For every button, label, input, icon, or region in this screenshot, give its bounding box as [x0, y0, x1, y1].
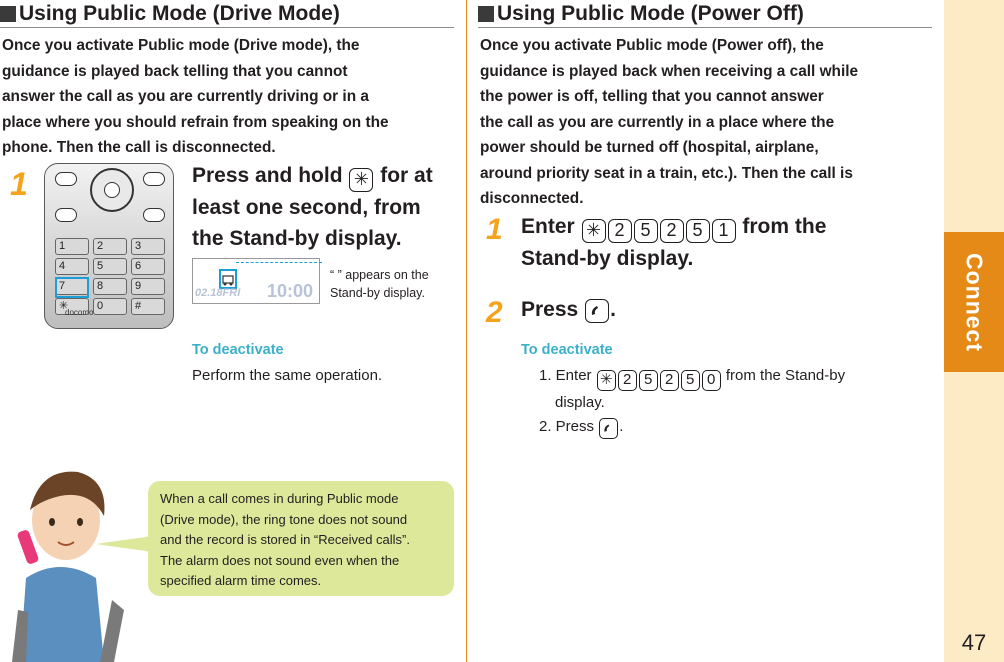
navigation-key-icon: [90, 168, 134, 212]
handset-icon: [589, 303, 605, 319]
car-icon: [221, 271, 235, 287]
keypad-key: 2: [93, 238, 127, 255]
left-step-1-before: Press and hold: [192, 164, 343, 187]
right-deactivate-item-2-before: 2. Press: [539, 417, 595, 435]
key-2-icon: 2: [660, 370, 679, 391]
left-intro-line: phone. Then the call is disconnected.: [2, 139, 276, 156]
left-intro-line: Once you activate Public mode (Drive mode), the: [2, 37, 360, 54]
keypad-key: #: [131, 298, 165, 315]
right-heading: [478, 0, 932, 28]
call-key-icon: [599, 418, 618, 439]
right-deactivate-item-1-after: from the Stand-by: [725, 367, 846, 384]
left-heading: [0, 0, 454, 28]
left-intro-line: guidance is played back telling that you cannot: [2, 62, 348, 80]
right-deactivate-item: [539, 364, 929, 391]
right-step-1-after: from the: [742, 215, 827, 238]
left-step-1-line: the Stand-by display.: [192, 226, 402, 250]
star-key-icon: ✳: [349, 168, 373, 192]
speech-bubble: [148, 481, 454, 596]
left-deactivate-title: To deactivate: [192, 342, 284, 358]
phone-illustration: [44, 163, 174, 329]
square-bullet-icon: [0, 6, 16, 22]
right-intro: [480, 33, 936, 212]
square-bullet-icon: [478, 6, 494, 22]
right-intro-line: Once you activate Public mode (Power off), the: [480, 37, 824, 54]
right-deactivate-item-1-before: 1. Enter: [539, 367, 592, 384]
person-illustration: [0, 460, 145, 662]
power-key-icon: [143, 208, 165, 222]
section-tab-label: Connect: [961, 252, 988, 352]
right-intro-line: disconnected.: [480, 190, 584, 207]
left-intro: [2, 33, 462, 161]
right-intro-line: power should be turned off (hospital, airplane,: [480, 139, 819, 156]
left-step-1-text: [192, 160, 460, 254]
key-2-icon: 2: [618, 370, 637, 391]
soft-key-icon: [55, 172, 77, 186]
standby-date: 02.18FRI: [195, 287, 241, 299]
bubble-line: and the record is stored in “Received calls”.: [160, 532, 411, 547]
left-step-1-line: least one second, from: [192, 195, 421, 219]
star-key-highlight: [55, 277, 89, 298]
right-deactivate-item-2-after: .: [619, 417, 624, 435]
standby-screen-illustration: [192, 258, 320, 304]
right-step-2-number-text: 2: [486, 296, 503, 329]
keypad-key: ✳: [55, 298, 89, 315]
right-step-1-line: [521, 211, 931, 243]
enter-key-icon: [104, 182, 120, 198]
keypad-key: 5: [93, 258, 127, 275]
keypad-key: 1: [55, 238, 89, 255]
left-intro-line: answer the call as you are currently driving or in a: [2, 88, 369, 105]
right-step-1-text: [521, 211, 931, 274]
right-heading-text: Using Public Mode (Power Off): [497, 1, 804, 25]
keypad-key: 7: [55, 278, 89, 295]
call-key-icon: [585, 299, 609, 323]
bubble-line: specified alarm time comes.: [160, 573, 322, 588]
section-tab[interactable]: [944, 232, 1004, 372]
left-step-1-number-text: 1: [10, 166, 28, 202]
key-5-icon: 5: [686, 219, 710, 243]
keypad-key: 0: [93, 298, 127, 315]
soft-key-icon: [143, 172, 165, 186]
right-step-2-text: [521, 294, 821, 325]
key-2-icon: 2: [660, 219, 684, 243]
right-step-1-line: Stand-by display.: [521, 246, 694, 270]
key-0-icon: 0: [702, 370, 721, 391]
right-intro-line: around priority seat in a train, etc.). Then the call is: [480, 164, 853, 182]
star-key-icon: ✳: [597, 370, 616, 391]
right-deactivate-item: [539, 415, 929, 439]
right-intro-line: guidance is played back when receiving a call while: [480, 62, 859, 80]
standby-time: 10:00: [267, 281, 314, 301]
right-step-1-number-text: 1: [486, 213, 503, 246]
key-5-icon: 5: [639, 370, 658, 391]
right-step-1-number: [486, 213, 503, 247]
bubble-line: (Drive mode), the ring tone does not sound: [160, 511, 408, 527]
right-step-1-before: Enter: [521, 215, 575, 238]
left-intro-line: place where you should refrain from speaking on the: [2, 113, 389, 131]
phone-brand: docomo: [65, 308, 94, 317]
sidebar: [944, 0, 1004, 662]
right-step-2-number: [486, 296, 503, 330]
keypad-key: 9: [131, 278, 165, 295]
star-key-icon: ✳: [582, 219, 606, 243]
right-deactivate-list: [539, 364, 929, 439]
left-step-1-line: [192, 160, 460, 192]
bubble-line: The alarm does not sound even when the: [160, 552, 400, 568]
key-5-icon: 5: [634, 219, 658, 243]
keypad-key: 4: [55, 258, 89, 275]
keypad-key: 6: [131, 258, 165, 275]
call-key-icon: [55, 208, 77, 222]
bubble-line: When a call comes in during Public mode: [160, 491, 399, 506]
right-step-2-before: Press: [521, 298, 579, 321]
drive-mode-indicator-highlight: [219, 269, 237, 289]
column-divider: [466, 0, 467, 662]
left-heading-text: Using Public Mode (Drive Mode): [19, 1, 340, 25]
key-2-icon: 2: [608, 219, 632, 243]
keypad-key: 3: [131, 238, 165, 255]
left-step-1-number: [10, 166, 28, 203]
key-1-icon: 1: [712, 219, 736, 243]
callout-line: [236, 262, 322, 263]
right-intro-line: the call as you are currently in a place where the: [480, 113, 835, 131]
right-intro-line: the power is off, telling that you cannot answer: [480, 88, 824, 105]
right-deactivate-title: To deactivate: [521, 342, 613, 358]
keypad-key: 8: [93, 278, 127, 295]
left-deactivate-text: Perform the same operation.: [192, 367, 383, 384]
key-5-icon: 5: [681, 370, 700, 391]
right-step-2-after: .: [610, 298, 616, 321]
handset-icon: [602, 422, 615, 435]
callout-text: “ ” appears on the Stand-by display.: [330, 268, 429, 300]
left-step-1-after: for at: [380, 164, 433, 187]
page-number: 47: [961, 630, 987, 655]
right-deactivate-item-1-line2: display.: [555, 393, 605, 411]
speech-bubble-tail: [96, 536, 152, 552]
